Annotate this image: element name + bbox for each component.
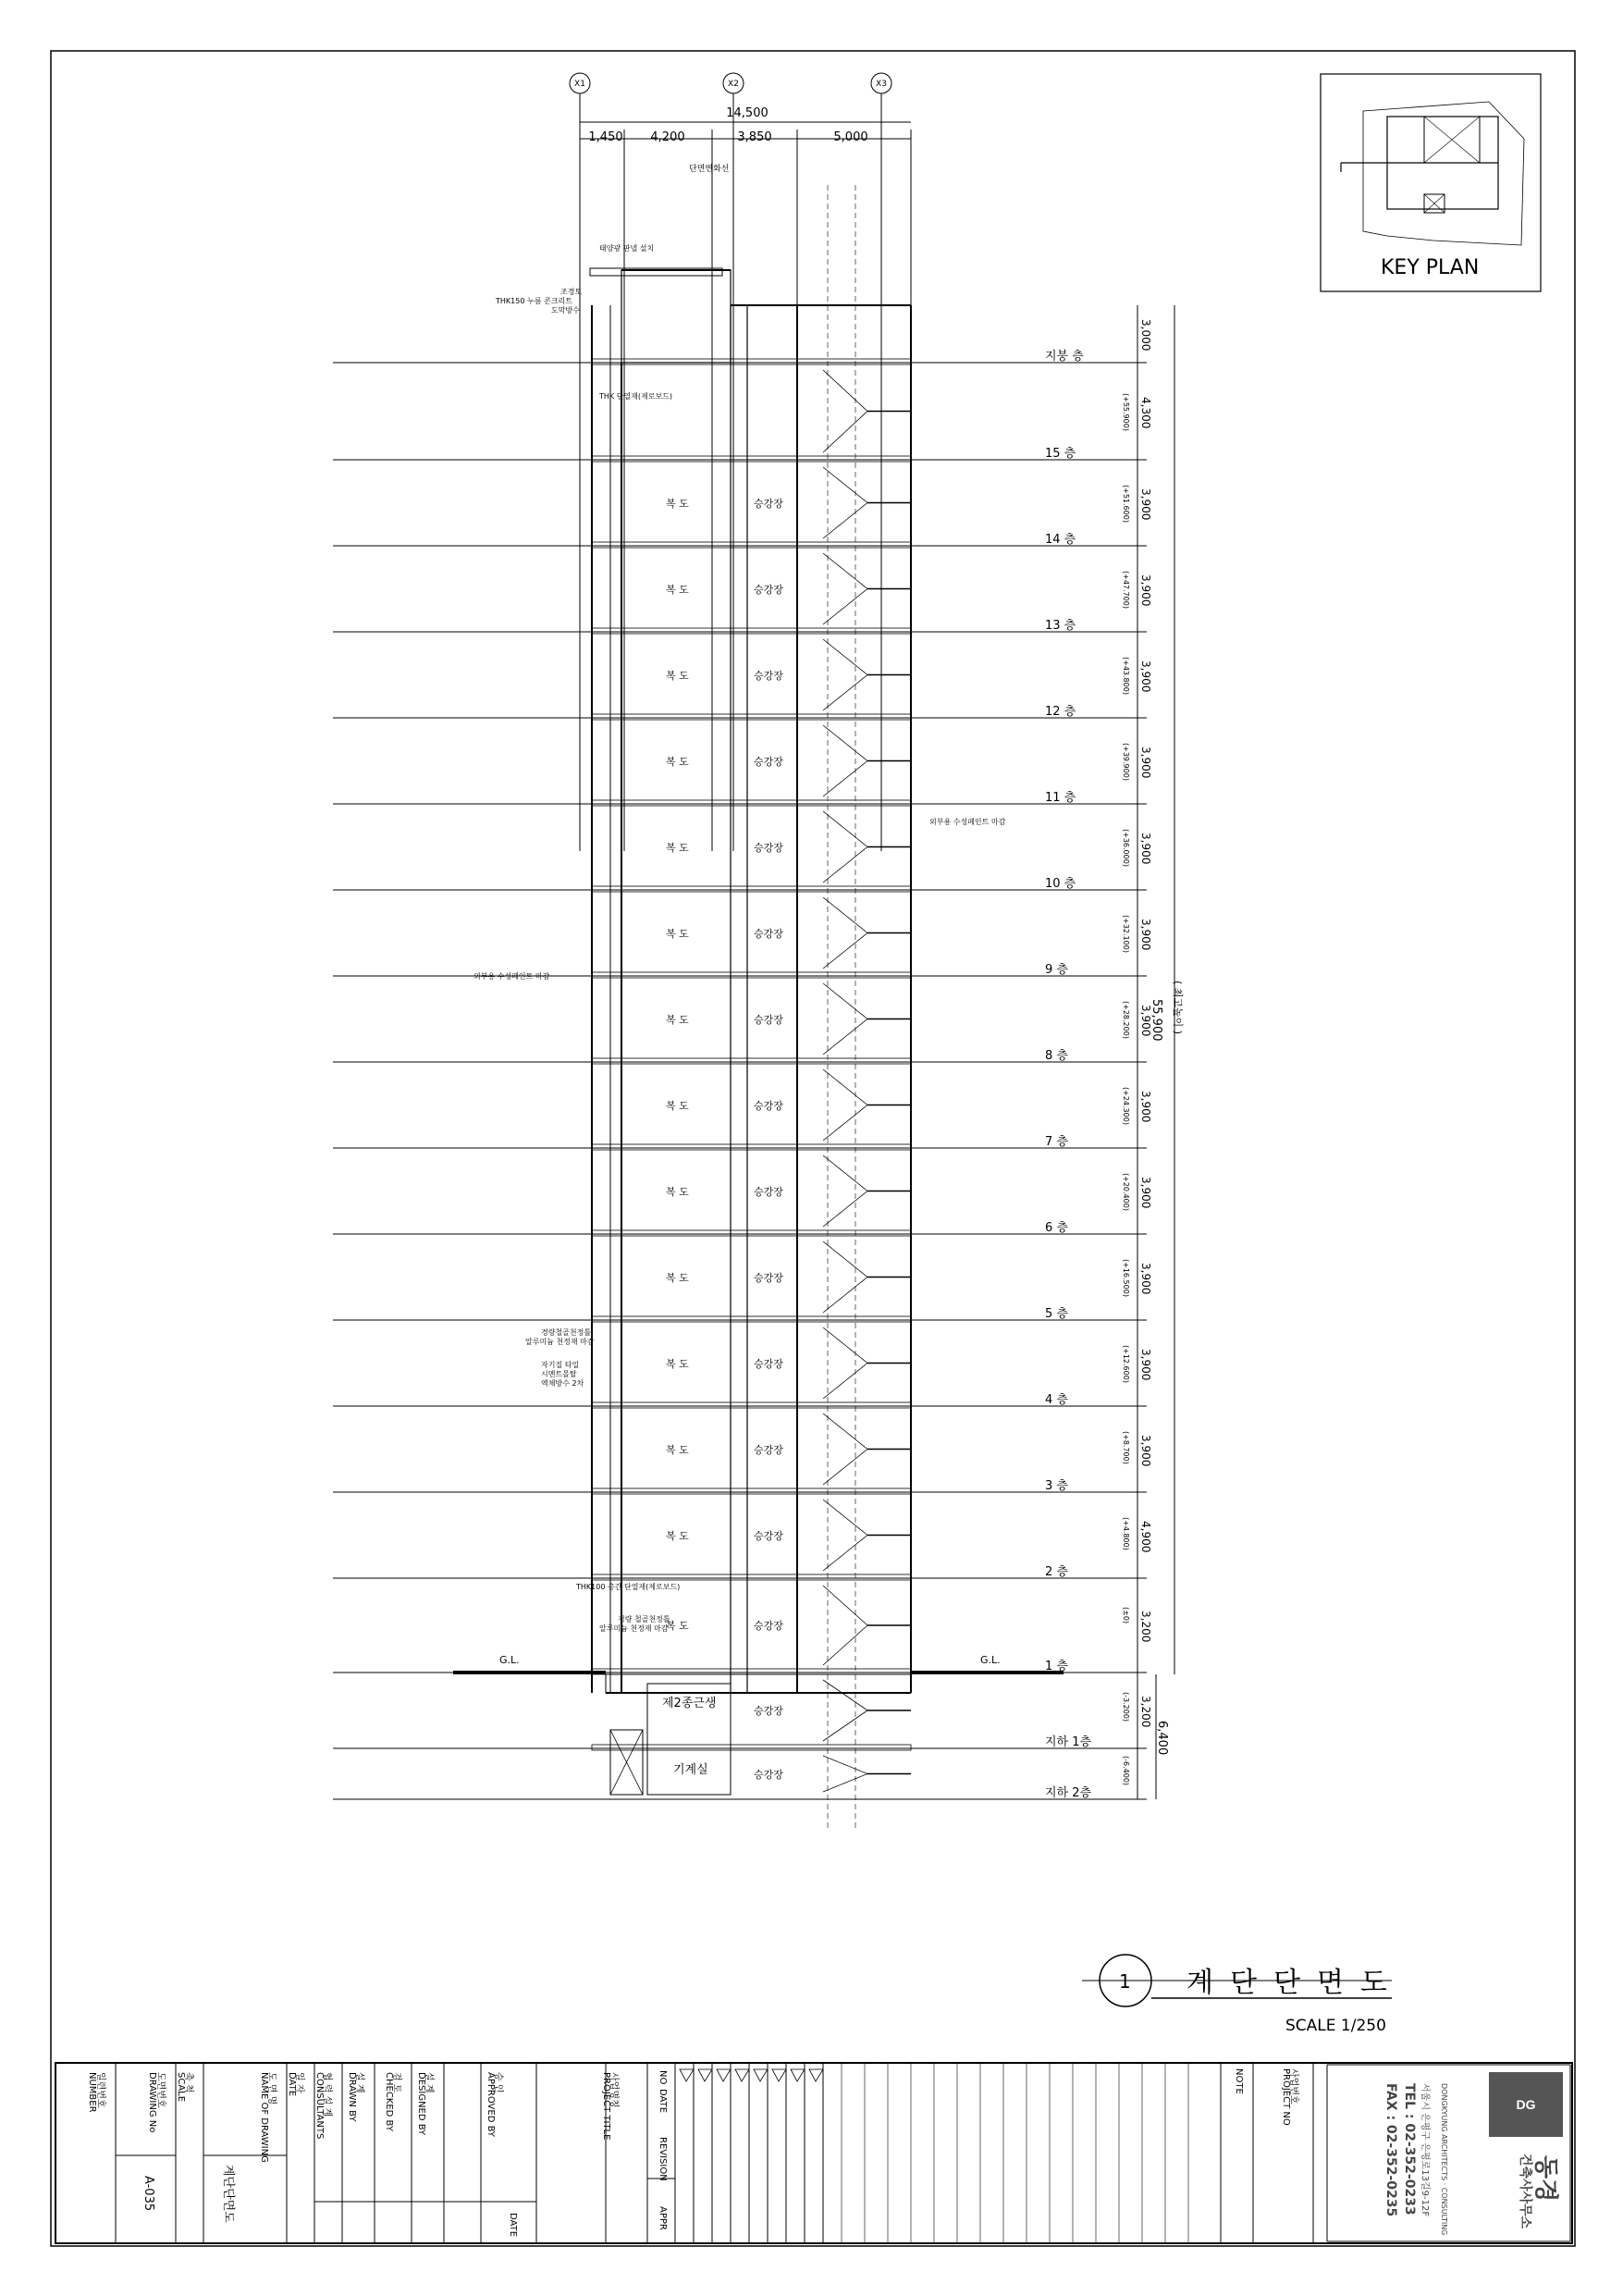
- level-dim: 3,200: [1139, 1696, 1152, 1728]
- stair-flight-lower: [823, 503, 867, 539]
- dim-basement-total: 6,400: [1155, 1721, 1169, 1756]
- floor-label: 9 층: [1045, 963, 1068, 977]
- level-dim: 3,900: [1139, 1176, 1152, 1208]
- tb-serial-en: NUMBER: [87, 2072, 97, 2113]
- room-label-corridor: 복 도: [666, 841, 689, 854]
- floor-label: 2 층: [1045, 1565, 1068, 1579]
- floor-lines: [333, 359, 1147, 1799]
- floor-slab: [592, 1402, 911, 1408]
- level-dim: 3,900: [1139, 574, 1152, 606]
- dim-seg-3: 3,850: [737, 130, 772, 144]
- floor-slab: [592, 1144, 911, 1150]
- tb-date-en: DATE: [287, 2072, 297, 2097]
- level-code: (+36.000): [1122, 828, 1130, 867]
- stair-flight-lower: [823, 1450, 867, 1486]
- level-code: (+55.900): [1122, 392, 1130, 431]
- level-dim: 3,000: [1139, 319, 1152, 352]
- note-ceiling-1f-2: 경량 철골천정틀: [618, 1615, 670, 1623]
- level-dim: 3,900: [1139, 1004, 1152, 1036]
- room-label-stair: 승강장: [754, 1357, 783, 1370]
- floor-slab: [592, 1669, 911, 1674]
- stair-flight-lower: [823, 1019, 867, 1055]
- level-code: (-6.400): [1122, 1755, 1130, 1785]
- level-dim: 3,900: [1139, 1434, 1152, 1466]
- grid-label-x1: X1: [574, 80, 585, 89]
- tb-designed-label: 설 계: [424, 2072, 434, 2093]
- firm-en: DONGKYUNG ARCHITECTS · CONSULTING: [1440, 2083, 1448, 2236]
- level-code: (+8.700): [1122, 1430, 1130, 1464]
- note-tile2: 시멘트몰탈: [541, 1370, 577, 1378]
- note-window: 경량철골천정틀: [541, 1328, 592, 1337]
- stair-flight-upper: [823, 370, 867, 412]
- tb-rev-revision: REVISION: [658, 2137, 668, 2181]
- room-label-stair: 승강장: [754, 1013, 783, 1026]
- title-block-frame: [55, 2063, 1572, 2243]
- stair-flight-lower: [823, 1774, 867, 1793]
- stair-flight-upper: [823, 811, 867, 847]
- room-label-stair: 승강장: [754, 1705, 783, 1717]
- level-code: (+20.400): [1122, 1172, 1130, 1211]
- level-code: (+4.800): [1122, 1516, 1130, 1550]
- floor-label: 14 층: [1045, 533, 1076, 547]
- stair-flight-lower: [823, 1536, 867, 1572]
- level-dim: 3,900: [1139, 488, 1152, 520]
- level-dim: 3,900: [1139, 832, 1152, 864]
- tb-project-no-en: PROJECT NO: [1281, 2068, 1291, 2126]
- floor-label: 10 층: [1045, 877, 1076, 891]
- stair-flight-lower: [823, 1278, 867, 1314]
- note-window2: 알루미늄 천정재 마감: [525, 1338, 595, 1346]
- note-solar-panel: 태양광 판넬 설치: [599, 244, 655, 253]
- tb-consultants-label: 협 력 설 계: [322, 2072, 332, 2117]
- stair-flight-upper: [823, 1241, 867, 1278]
- room-label-corridor: 복 도: [666, 1357, 689, 1370]
- floor-slab: [592, 1058, 911, 1064]
- floor-slab: [592, 359, 911, 364]
- tb-drawn-en: DRAWN BY: [347, 2072, 357, 2122]
- level-dim: 3,900: [1139, 746, 1152, 778]
- tb-consultants-en: CONSULTANTS: [314, 2072, 325, 2140]
- tb-project-no-label: 사업번호: [1288, 2068, 1298, 2105]
- room-label-corridor: 복 도: [666, 927, 689, 940]
- room-label-stair: 승강장: [754, 1620, 783, 1632]
- note-exterior-paint-left: 외부용 수성페인트 마감: [473, 972, 550, 981]
- room-label-corridor: 복 도: [666, 1529, 689, 1542]
- room-label-stair: 승강장: [754, 497, 783, 510]
- building-section: [453, 185, 1064, 1832]
- floor-label: 5 층: [1045, 1307, 1068, 1321]
- tb-drawing-no-label: 도면번호: [155, 2072, 166, 2108]
- floor-slab: [592, 628, 911, 634]
- tb-note: NOTE: [1234, 2068, 1244, 2094]
- tb-drawing-no: A-035: [141, 2176, 155, 2212]
- floor-slab: [592, 800, 911, 806]
- tb-drawn-label: 설 계: [354, 2072, 364, 2093]
- drawing-title: 계단단면도: [1187, 1967, 1404, 1999]
- note-roof-spec3: 도막방수: [551, 306, 580, 315]
- stair-flight-lower: [823, 1710, 867, 1741]
- stair-flight-upper: [823, 467, 867, 503]
- dim-seg-2: 4,200: [650, 130, 685, 144]
- room-label-stair: 승강장: [754, 1443, 783, 1456]
- floor-label: 6 층: [1045, 1221, 1068, 1235]
- level-code: (+39.900): [1122, 742, 1130, 781]
- level-dimension-chain: [1137, 305, 1174, 1799]
- room-label-stair: 승강장: [754, 1768, 783, 1781]
- room-label-stair: 승강장: [754, 669, 783, 682]
- firm-tel: TEL : 02-352-0233: [1402, 2083, 1417, 2216]
- room-b1: 제2종근생: [662, 1697, 717, 1710]
- room-label-corridor: 복 도: [666, 755, 689, 768]
- keyplan-title: KEY PLAN: [1381, 256, 1480, 279]
- grid-label-x2: X2: [728, 80, 739, 89]
- stair-flight-upper: [823, 1680, 867, 1710]
- room-label-stair: 승강장: [754, 1271, 783, 1284]
- room-label-stair: 승강장: [754, 927, 783, 940]
- level-dim: 3,900: [1139, 1262, 1152, 1294]
- tb-checked-label: 검 토: [391, 2072, 401, 2093]
- grid-bubbles: [570, 73, 891, 93]
- tb-rev-appr: APPR: [658, 2206, 668, 2230]
- stair-flight-upper: [823, 725, 867, 761]
- floor-slab: [592, 1316, 911, 1322]
- floor-label: 4 층: [1045, 1393, 1068, 1407]
- floor-label: 지붕 층: [1045, 350, 1084, 364]
- gl-label-right: G.L.: [980, 1654, 1001, 1666]
- stair-flight-upper: [823, 897, 867, 933]
- firm-logo: DG: [1489, 2072, 1563, 2137]
- dim-total: 14,500: [726, 106, 768, 120]
- room-label-stair: 승강장: [754, 841, 783, 854]
- tb-drawing-no-en: DRAWING No: [147, 2072, 157, 2133]
- stair-flight-lower: [823, 675, 867, 711]
- room-label-stair: 승강장: [754, 1185, 783, 1198]
- level-code: (-3.200): [1122, 1692, 1130, 1722]
- room-label-corridor: 복 도: [666, 1013, 689, 1026]
- level-dim: 4,900: [1139, 1520, 1152, 1552]
- grid-label-x3: X3: [876, 80, 887, 89]
- stair-flight-lower: [823, 847, 867, 883]
- floor-label: 8 층: [1045, 1049, 1068, 1063]
- stair-flight-upper: [823, 1069, 867, 1105]
- note-tile: 자기질 타일: [541, 1361, 580, 1369]
- note-exterior-paint-right: 외부용 수성페인트 마감: [929, 818, 1006, 826]
- level-dim: 4,300: [1139, 396, 1152, 428]
- room-label-corridor: 복 도: [666, 1271, 689, 1284]
- stair-flight-upper: [823, 1756, 867, 1774]
- room-label-stair: 승강장: [754, 755, 783, 768]
- level-code: (+51.600): [1122, 484, 1130, 523]
- level-dim: 3,900: [1139, 1090, 1152, 1122]
- tb-rev-no: NO: [658, 2070, 668, 2085]
- tb-date-label: 일 자: [294, 2072, 304, 2093]
- tb-scale-label: 축 척: [183, 2072, 193, 2093]
- room-label-stair: 승강장: [754, 1099, 783, 1112]
- level-dim: 3,900: [1139, 1348, 1152, 1380]
- firm-fax: FAX : 02-352-0235: [1383, 2083, 1398, 2217]
- room-b2: 기계실: [673, 1763, 708, 1777]
- room-label-corridor: 복 도: [666, 669, 689, 682]
- stair-flight-lower: [823, 1191, 867, 1228]
- stair-flight-upper: [823, 639, 867, 675]
- stair-flight-lower: [823, 1364, 867, 1400]
- dim-seg-4: 5,000: [833, 130, 868, 144]
- gl-label-left: G.L.: [499, 1654, 520, 1666]
- floor-label: 7 층: [1045, 1135, 1068, 1149]
- note-ceiling-1f: THK100 층간 단열재(제로보드): [576, 1583, 681, 1591]
- level-code: (+24.300): [1122, 1086, 1130, 1125]
- stair-flight-upper: [823, 1155, 867, 1191]
- tb-serial-label: 일련번호: [95, 2072, 105, 2108]
- stair-flight-upper: [823, 553, 867, 589]
- note-roof-spec: THK150 누름 콘크리트: [496, 297, 572, 305]
- stair-flight-upper: [823, 1413, 867, 1450]
- tb-rev-date: DATE: [658, 2089, 668, 2114]
- stair-flight-upper: [823, 1500, 867, 1536]
- stair-flight-upper: [823, 983, 867, 1019]
- tb-name: 계단단면도: [221, 2165, 235, 2223]
- dim-overall: 55,900: [1150, 999, 1163, 1042]
- note-section-change: 단면변화선: [689, 165, 730, 174]
- level-dim: 3,200: [1139, 1611, 1152, 1643]
- tb-project-en: PROJECT TITLE: [601, 2072, 611, 2141]
- stair-flight-lower: [823, 933, 867, 969]
- level-code: (+28.200): [1122, 1000, 1130, 1039]
- tb-approved-date: DATE: [508, 2213, 518, 2238]
- firm-sub: 건축사사무소: [1518, 2154, 1532, 2229]
- level-code: (±0): [1122, 1607, 1130, 1624]
- level-code: (+12.600): [1122, 1344, 1130, 1383]
- floor-slab: [592, 1574, 911, 1580]
- level-code: (+47.700): [1122, 570, 1130, 609]
- room-label-corridor: 복 도: [666, 1185, 689, 1198]
- dim-seg-1: 1,450: [588, 130, 623, 144]
- stair-flight-upper: [823, 1327, 867, 1364]
- tb-name-en: NAME OF DRAWING: [259, 2072, 269, 2163]
- floor-slab: [592, 714, 911, 720]
- stair-flight-upper: [823, 1586, 867, 1625]
- floor-slab: [592, 456, 911, 462]
- tb-checked-en: CHECKED BY: [384, 2072, 394, 2131]
- floor-slab: [592, 1745, 911, 1750]
- stair-flight-lower: [823, 1105, 867, 1142]
- drawing-scale: SCALE 1/250: [1285, 2017, 1386, 2035]
- room-label-corridor: 복 도: [666, 497, 689, 510]
- level-code: (+32.100): [1122, 914, 1130, 953]
- note-ceiling-1f-3: 알루미늄 천정재 마감: [599, 1624, 669, 1633]
- floor-slab: [592, 542, 911, 548]
- stair-flight-lower: [823, 589, 867, 625]
- room-label-corridor: 복 도: [666, 583, 689, 596]
- tb-designed-en: DESIGNED BY: [416, 2072, 426, 2136]
- top-dimensions: [580, 93, 911, 851]
- level-dim: 3,900: [1139, 660, 1152, 692]
- floor-label: 1 층: [1045, 1660, 1068, 1673]
- floor-label: 13 층: [1045, 619, 1076, 633]
- floor-label: 15 층: [1045, 447, 1076, 461]
- floor-label: 지하 1층: [1045, 1735, 1092, 1749]
- note-ceiling-15f: THK 단열재(제로보드): [599, 392, 673, 401]
- floor-label: 12 층: [1045, 705, 1076, 719]
- room-label-stair: 승강장: [754, 1529, 783, 1542]
- note-roof-spec2: 조경토: [560, 288, 583, 296]
- note-tile3: 액체방수 2차: [541, 1379, 584, 1388]
- floor-label: 지하 2층: [1045, 1786, 1092, 1800]
- tb-scale-en: SCALE: [176, 2072, 186, 2103]
- floor-slab: [592, 886, 911, 892]
- stair-flight-lower: [823, 412, 867, 453]
- firm-name: 동경: [1531, 2155, 1559, 2203]
- floor-label: 3 층: [1045, 1479, 1068, 1493]
- room-label-corridor: 복 도: [666, 1099, 689, 1112]
- tb-approved-en: APPROVED BY: [486, 2072, 496, 2138]
- floor-slab: [592, 972, 911, 978]
- dim-overall-note: ( 최고높이 ): [1172, 981, 1184, 1035]
- stair-flight-lower: [823, 761, 867, 797]
- drawing-number: 1: [1119, 1970, 1131, 1993]
- level-code: (+16.500): [1122, 1258, 1130, 1297]
- firm-addr: 서울시 은평구 은평로13길9-12F: [1420, 2083, 1430, 2217]
- stair-flight-lower: [823, 1625, 867, 1665]
- room-label-stair: 승강장: [754, 583, 783, 596]
- floor-slab: [592, 1488, 911, 1494]
- tb-name-label: 도 면 명: [266, 2072, 277, 2105]
- tb-project-label: 사업명칭: [609, 2072, 619, 2108]
- room-label-corridor: 복 도: [666, 1443, 689, 1456]
- level-dim: 3,900: [1139, 918, 1152, 950]
- level-code: (+43.800): [1122, 656, 1130, 695]
- floor-slab: [592, 1230, 911, 1236]
- tb-approved-label: 승 인: [493, 2072, 503, 2093]
- floor-label: 11 층: [1045, 791, 1076, 805]
- room-label-corridor: 복 도: [666, 1620, 689, 1632]
